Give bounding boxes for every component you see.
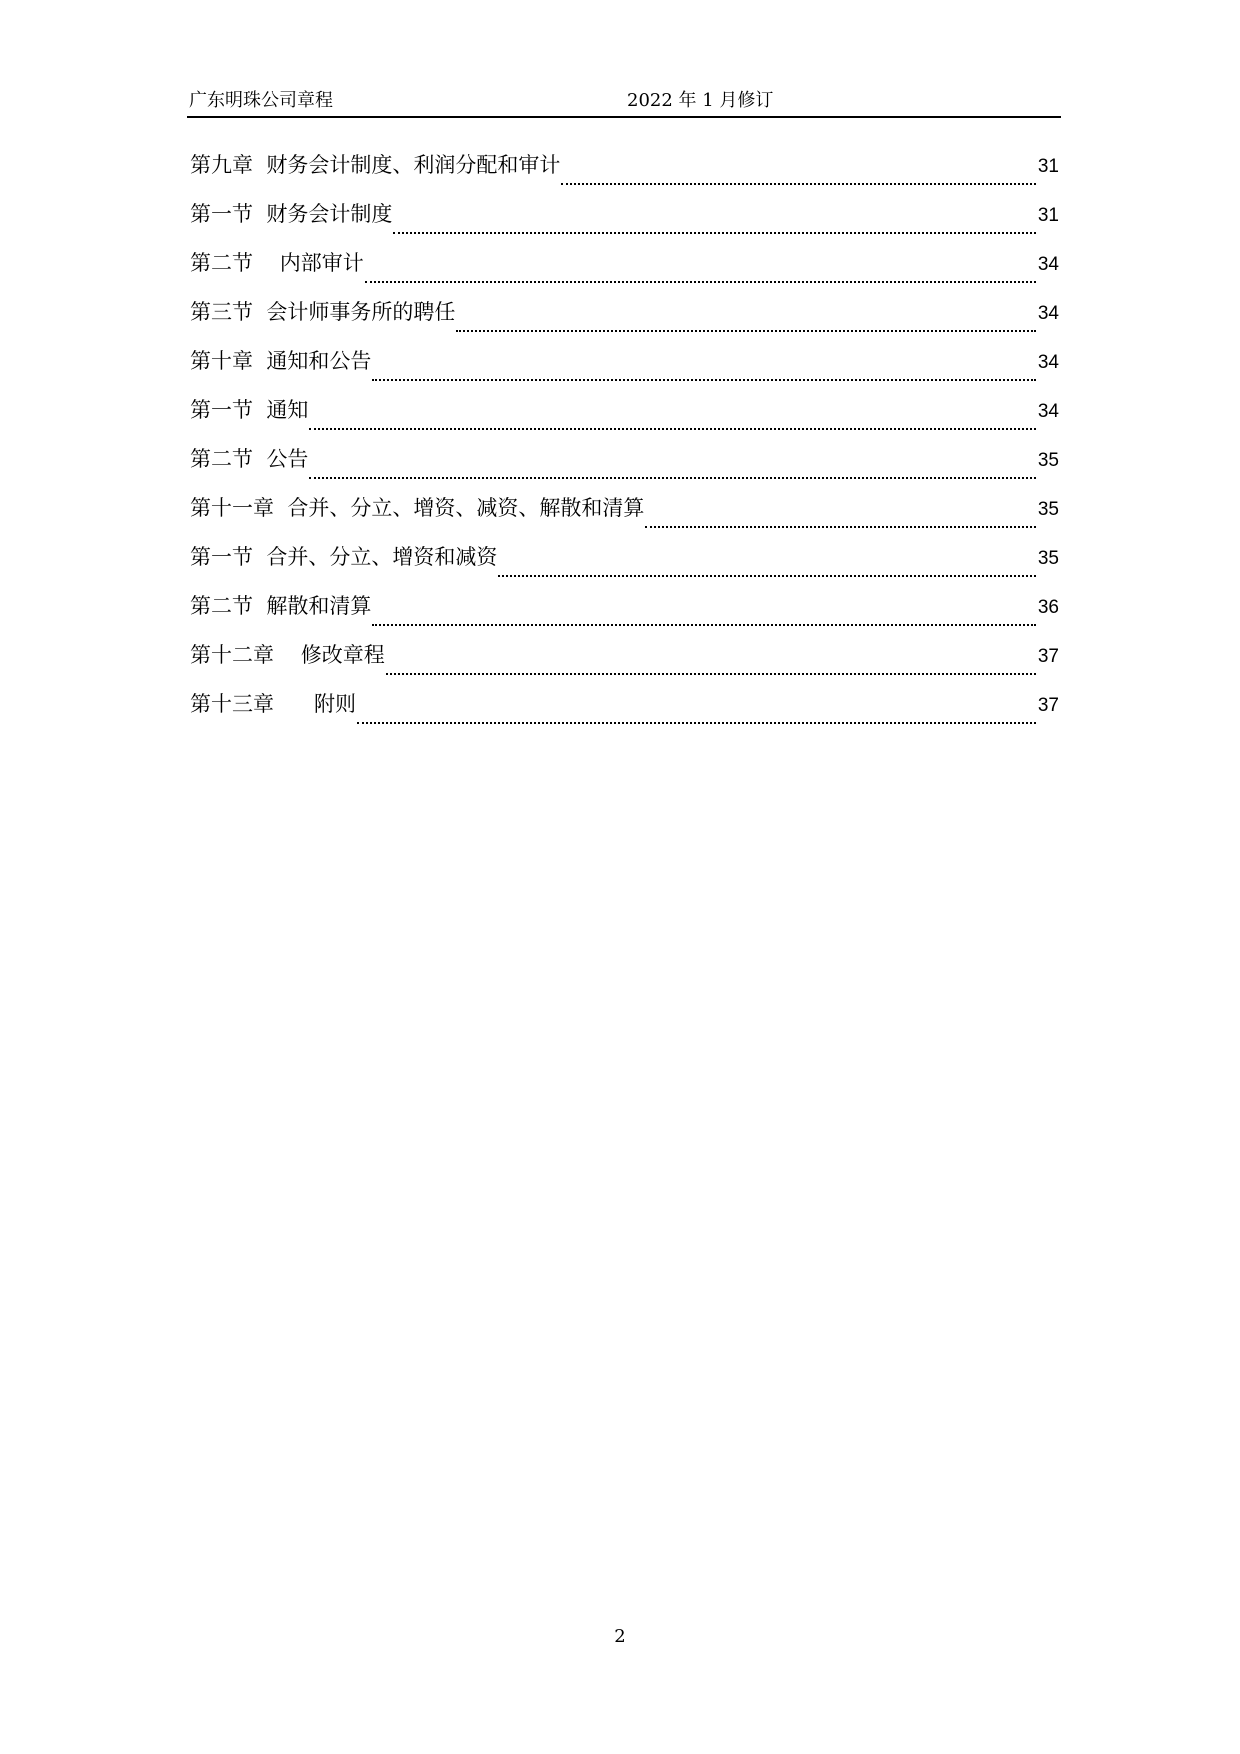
toc-dot-leader xyxy=(561,183,1036,185)
toc-entry-title: 第二节 解散和清算 xyxy=(190,594,372,618)
toc-dot-leader xyxy=(372,379,1036,381)
toc-entry[interactable] xyxy=(190,397,1059,446)
toc-entry-title: 第十章 通知和公告 xyxy=(190,349,372,373)
toc-entry-page: 35 xyxy=(1037,499,1059,520)
toc-entry[interactable] xyxy=(190,446,1059,495)
page-header xyxy=(187,88,1061,118)
header-document-title: 广东明珠公司章程 xyxy=(189,90,333,111)
toc-dot-leader xyxy=(393,232,1036,234)
toc-entry[interactable] xyxy=(190,495,1059,544)
table-of-contents xyxy=(190,152,1059,740)
toc-entry-title: 第二节 公告 xyxy=(190,447,309,471)
toc-entry-page: 35 xyxy=(1037,548,1059,569)
toc-dot-leader xyxy=(357,722,1036,724)
toc-dot-leader xyxy=(645,526,1036,528)
toc-entry-title: 第一节 合并、分立、增资和减资 xyxy=(190,545,498,569)
toc-entry[interactable] xyxy=(190,152,1059,201)
toc-entry-title: 第一节 通知 xyxy=(190,398,309,422)
header-revision-date: 2022 年 1 月修订 xyxy=(627,90,774,111)
toc-entry-page: 35 xyxy=(1037,450,1059,471)
toc-entry-page: 34 xyxy=(1037,303,1059,324)
toc-entry-page: 34 xyxy=(1037,254,1059,275)
toc-entry-page: 31 xyxy=(1037,205,1059,226)
toc-entry-title: 第三节 会计师事务所的聘任 xyxy=(190,300,456,324)
toc-dot-leader xyxy=(365,281,1036,283)
toc-entry[interactable] xyxy=(190,299,1059,348)
toc-entry-title: 第一节 财务会计制度 xyxy=(190,202,393,226)
toc-entry-title: 第十二章 修改章程 xyxy=(190,643,385,667)
toc-entry[interactable] xyxy=(190,642,1059,691)
toc-entry[interactable] xyxy=(190,348,1059,397)
toc-dot-leader xyxy=(498,575,1036,577)
toc-entry-title: 第十三章 附则 xyxy=(190,692,357,716)
toc-entry-page: 37 xyxy=(1037,646,1059,667)
toc-dot-leader xyxy=(309,477,1036,479)
toc-entry-title: 第九章 财务会计制度、利润分配和审计 xyxy=(190,153,561,177)
toc-entry-page: 36 xyxy=(1037,597,1059,618)
toc-dot-leader xyxy=(386,673,1036,675)
toc-entry-page: 34 xyxy=(1037,401,1059,422)
toc-dot-leader xyxy=(456,330,1036,332)
page-number: 2 xyxy=(614,1626,626,1647)
toc-entry-page: 31 xyxy=(1037,156,1059,177)
toc-entry-page: 34 xyxy=(1037,352,1059,373)
toc-entry[interactable] xyxy=(190,250,1059,299)
toc-entry-page: 37 xyxy=(1037,695,1059,716)
toc-entry[interactable] xyxy=(190,593,1059,642)
toc-entry[interactable] xyxy=(190,544,1059,593)
toc-entry-title: 第二节 内部审计 xyxy=(190,251,364,275)
toc-entry-title: 第十一章 合并、分立、增资、减资、解散和清算 xyxy=(190,496,645,520)
toc-dot-leader xyxy=(309,428,1036,430)
toc-entry[interactable] xyxy=(190,691,1059,740)
toc-entry[interactable] xyxy=(190,201,1059,250)
toc-dot-leader xyxy=(372,624,1036,626)
